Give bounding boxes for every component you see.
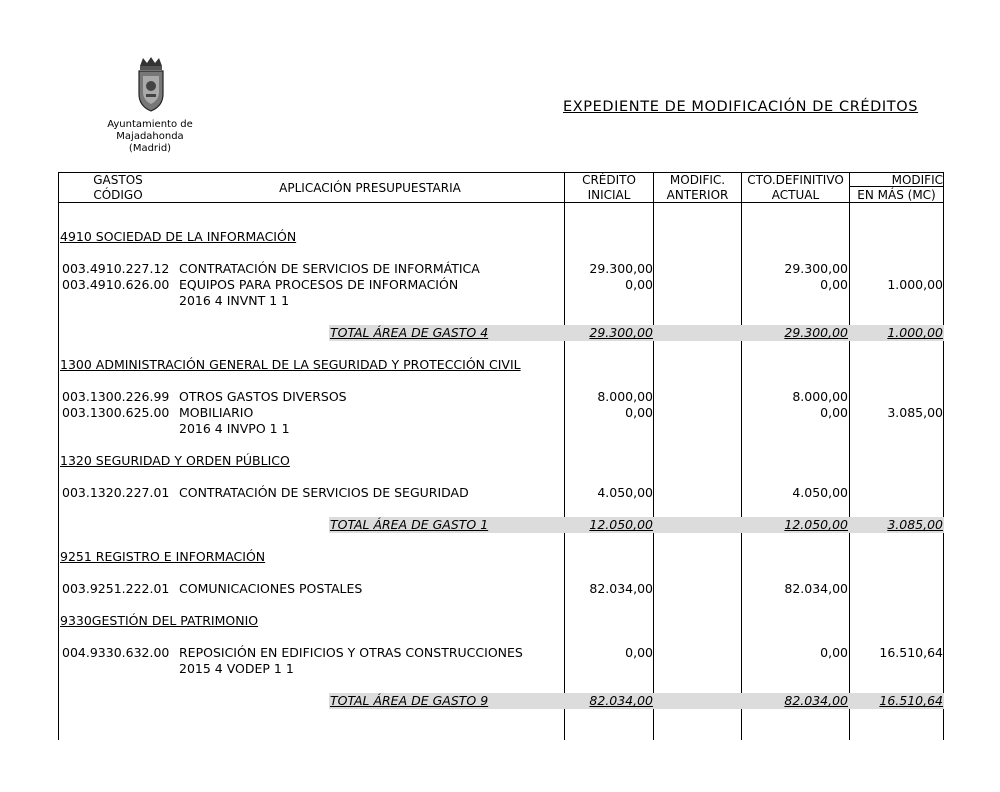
coat-of-arms-icon xyxy=(134,56,168,112)
row-description: CONTRATACIÓN DE SERVICIOS DE INFORMÁTICA xyxy=(179,261,480,276)
row-code: 003.1300.625.00 xyxy=(62,405,170,420)
org-name-line3: (Madrid) xyxy=(128,143,172,154)
col-divider-modif xyxy=(653,172,654,740)
row-sub-reference: 2015 4 VODEP 1 1 xyxy=(179,661,294,676)
col-header-en-mas: EN MÁS (MC) xyxy=(857,188,936,202)
row-credito-inicial: 0,00 xyxy=(625,645,653,660)
total-credito-actual: 12.050,00 xyxy=(784,517,848,532)
row-modific-en-mas: 3.085,00 xyxy=(887,405,943,420)
row-code: 004.9330.632.00 xyxy=(62,645,170,660)
row-description: REPOSICIÓN EN EDIFICIOS Y OTRAS CONSTRUCCIONES xyxy=(179,645,523,660)
org-name-line1: Ayuntamiento de xyxy=(107,119,193,130)
total-modific-en-mas: 16.510,64 xyxy=(879,693,943,708)
col-header-modific: MODIFIC. xyxy=(669,173,726,187)
total-credito-inicial: 82.034,00 xyxy=(589,693,653,708)
group-heading-4910: 4910 SOCIEDAD DE LA INFORMACIÓN xyxy=(60,229,297,244)
row-credito-actual: 0,00 xyxy=(820,405,848,420)
col-header-actual: ACTUAL xyxy=(771,188,820,202)
document-title: EXPEDIENTE DE MODIFICACIÓN DE CRÉDITOS xyxy=(563,99,919,115)
total-credito-actual: 82.034,00 xyxy=(784,693,848,708)
total-modific-en-mas: 1.000,00 xyxy=(887,325,943,340)
total-label: TOTAL ÁREA DE GASTO 1 xyxy=(330,517,489,532)
total-credito-inicial: 29.300,00 xyxy=(589,325,653,340)
row-credito-actual: 4.050,00 xyxy=(792,485,848,500)
col-header-credito: CRÉDITO xyxy=(582,173,636,187)
row-credito-inicial: 82.034,00 xyxy=(589,581,653,596)
total-credito-inicial: 12.050,00 xyxy=(589,517,653,532)
row-credito-actual: 0,00 xyxy=(820,277,848,292)
row-code: 003.1300.226.99 xyxy=(62,389,170,404)
row-credito-inicial: 0,00 xyxy=(625,277,653,292)
group-heading-9330: 9330GESTIÓN DEL PATRIMONIO xyxy=(60,613,259,628)
row-description: CONTRATACIÓN DE SERVICIOS DE SEGURIDAD xyxy=(179,485,469,500)
col-header-cto-definitivo: CTO.DEFINITIVO xyxy=(747,173,844,187)
group-heading-1320: 1320 SEGURIDAD Y ORDEN PÚBLICO xyxy=(60,453,290,468)
total-label: TOTAL ÁREA DE GASTO 4 xyxy=(330,325,489,340)
row-credito-inicial: 29.300,00 xyxy=(589,261,653,276)
col-header-aplicacion: APLICACIÓN PRESUPUESTARIA xyxy=(279,181,461,195)
row-description: MOBILIARIO xyxy=(179,405,254,420)
row-code: 003.4910.626.00 xyxy=(62,277,170,292)
col-divider-left xyxy=(58,172,59,740)
total-modific-en-mas: 3.085,00 xyxy=(887,517,943,532)
row-credito-inicial: 4.050,00 xyxy=(597,485,653,500)
row-code: 003.1320.227.01 xyxy=(62,485,170,500)
row-modific-en-mas: 16.510,64 xyxy=(879,645,943,660)
row-code: 003.9251.222.01 xyxy=(62,581,170,596)
org-name-line2: Majadahonda xyxy=(116,131,184,142)
group-heading-1300: 1300 ADMINISTRACIÓN GENERAL DE LA SEGURIDAD Y PROTECCIÓN CIVIL xyxy=(60,357,521,372)
row-sub-reference: 2016 4 INVNT 1 1 xyxy=(179,293,290,308)
col-header-anterior: ANTERIOR xyxy=(666,188,729,202)
col-header-inicial: INICIAL xyxy=(587,188,631,202)
col-header-modific-mas: MODIFIC xyxy=(891,173,943,187)
row-credito-actual: 29.300,00 xyxy=(784,261,848,276)
row-description: EQUIPOS PARA PROCESOS DE INFORMACIÓN xyxy=(179,277,459,292)
total-label: TOTAL ÁREA DE GASTO 9 xyxy=(330,693,489,708)
row-credito-inicial: 0,00 xyxy=(625,405,653,420)
row-credito-inicial: 8.000,00 xyxy=(597,389,653,404)
row-credito-actual: 8.000,00 xyxy=(792,389,848,404)
row-credito-actual: 0,00 xyxy=(820,645,848,660)
col-divider-right xyxy=(943,172,944,740)
total-credito-actual: 29.300,00 xyxy=(784,325,848,340)
col-header-gastos: GASTOS xyxy=(93,173,143,187)
row-credito-actual: 82.034,00 xyxy=(784,581,848,596)
row-description: COMUNICACIONES POSTALES xyxy=(179,581,363,596)
col-header-codigo: CÓDIGO xyxy=(93,188,143,202)
row-description: OTROS GASTOS DIVERSOS xyxy=(179,389,347,404)
row-sub-reference: 2016 4 INVPO 1 1 xyxy=(179,421,290,436)
group-heading-9251: 9251 REGISTRO E INFORMACIÓN xyxy=(60,549,266,564)
row-code: 003.4910.227.12 xyxy=(62,261,170,276)
row-modific-en-mas: 1.000,00 xyxy=(887,277,943,292)
